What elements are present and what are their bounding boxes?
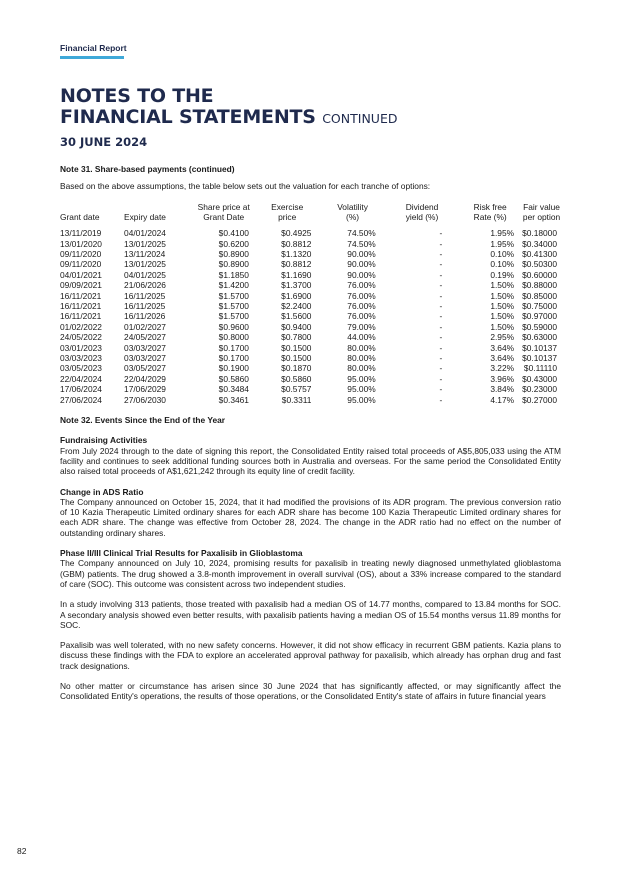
table-cell: - (439, 342, 443, 353)
table-cell: 16/11/2021 (60, 290, 102, 301)
subsequent-events-paragraph: No other matter or circumstance has arisen since 30 June 2024 that has significantly affected, or may significantly affect the Consolidated Entity's operations, the results of those operations, or the Consolidated Entity's state of affairs in future financial years (60, 681, 561, 702)
table-cell: 16/11/2025 (124, 290, 166, 301)
table-cell: $0.8812 (281, 238, 312, 249)
table-cell: 80.00% (347, 353, 376, 364)
table-cell: 0.10% (490, 259, 515, 270)
table-cell: $0.5757 (281, 384, 312, 395)
table-cell: $0.8900 (218, 249, 249, 259)
table-cell: 80.00% (347, 342, 376, 353)
table-cell: 22/04/2024 (60, 373, 102, 384)
table-cell: $0.1900 (218, 363, 249, 374)
table-cell: 16/11/2026 (124, 311, 166, 322)
table-cell: $1.1850 (218, 269, 249, 280)
table-cell: - (439, 238, 443, 249)
title-date: 30 JUNE 2024 (60, 135, 148, 149)
table-cell: 3.64% (490, 353, 515, 364)
table-cell: - (439, 311, 443, 322)
table-cell: $0.60000 (522, 269, 557, 280)
table-row (60, 301, 561, 311)
table-cell: 09/09/2021 (60, 280, 102, 291)
table-cell: - (439, 259, 443, 270)
table-cell: - (439, 332, 443, 343)
table-cell: - (439, 290, 443, 301)
table-cell: 80.00% (347, 363, 376, 374)
table-cell: 1.50% (490, 321, 515, 332)
table-cell: 16/11/2025 (124, 301, 166, 312)
col-header-top: Share price at (197, 201, 250, 212)
table-cell: 44.00% (347, 332, 376, 343)
table-cell: $0.6200 (218, 238, 249, 249)
table-cell: $0.1700 (218, 353, 249, 364)
page-title (60, 86, 397, 149)
table-cell: $0.1500 (281, 353, 312, 364)
table-cell: $0.8812 (281, 259, 312, 270)
table-cell: $0.3484 (218, 384, 249, 395)
table-cell: 74.50% (347, 228, 376, 239)
table-cell: $0.50300 (522, 259, 557, 270)
table-cell: $0.5860 (218, 373, 249, 384)
table-cell: 13/01/2020 (60, 238, 102, 249)
table-cell: 17/06/2029 (124, 384, 166, 395)
table-cell: 76.00% (347, 290, 376, 301)
clinical-trial-paragraph-3: Paxalisib was well tolerated, with no new safety concerns. However, it did not show efficacy in recurrent GBM patients. Kazia plans to discuss these findings with the FDA to explore an accelerated approval pathway for paxalisib, which already has orphan drug and fast track designations. (60, 640, 561, 671)
table-cell: 03/05/2027 (124, 363, 166, 374)
table-cell: $1.5700 (218, 301, 249, 312)
table-cell: $0.1870 (281, 363, 312, 374)
table-cell: 04/01/2025 (124, 269, 166, 280)
table-cell: 17/06/2024 (60, 384, 102, 395)
table-cell: 74.50% (347, 238, 376, 249)
table-cell: $0.9600 (218, 321, 249, 332)
table-cell: 13/11/2024 (124, 249, 166, 259)
table-row (60, 239, 561, 249)
table-cell: $0.97000 (522, 311, 557, 322)
table-row (60, 332, 561, 342)
table-cell: $1.6900 (281, 290, 312, 301)
table-cell: 90.00% (347, 249, 376, 259)
table-cell: 2.95% (490, 332, 515, 343)
table-row (60, 291, 561, 301)
table-cell: 1.95% (490, 228, 515, 239)
table-cell: $0.34000 (522, 238, 557, 249)
table-cell: $0.27000 (522, 394, 557, 405)
table-cell: $0.4925 (281, 228, 312, 239)
table-cell: 22/04/2029 (124, 373, 166, 384)
table-cell: $0.9400 (281, 321, 312, 332)
header-row-bottom (60, 212, 561, 222)
col-header-top: Fair value (523, 201, 560, 212)
table-cell: 01/02/2027 (124, 321, 166, 332)
table-cell: 76.00% (347, 280, 376, 291)
table-cell: $1.3700 (281, 280, 312, 291)
note-31-intro: Based on the above assumptions, the table below sets out the valuation for each tranche of options: (60, 181, 431, 192)
table-cell: $0.3461 (218, 394, 249, 405)
table-cell: - (439, 363, 443, 374)
table-cell: 0.19% (490, 269, 515, 280)
table-cell: 79.00% (347, 321, 376, 332)
table-row (60, 228, 561, 238)
table-cell: - (439, 280, 443, 291)
table-cell: 13/01/2025 (124, 259, 166, 270)
table-cell: $0.10137 (522, 353, 557, 364)
col-header-bottom: per option (522, 211, 561, 222)
header-accent-rule (60, 56, 124, 59)
table-cell: 90.00% (347, 269, 376, 280)
table-cell: 24/05/2022 (60, 332, 102, 343)
table-cell: 27/06/2024 (60, 394, 102, 405)
valuation-table-head (60, 202, 561, 229)
table-cell: $1.4200 (218, 280, 249, 291)
table-row (60, 343, 561, 353)
table-row (60, 270, 561, 280)
report-section-label: Financial Report (60, 43, 127, 53)
table-cell: 3.96% (490, 373, 515, 384)
table-cell: $0.8900 (218, 259, 249, 270)
table-row (60, 322, 561, 332)
table-cell: 16/11/2021 (60, 311, 102, 322)
table-cell: 04/01/2024 (124, 228, 166, 239)
col-header-top (60, 202, 124, 212)
table-cell: 03/03/2027 (124, 342, 166, 353)
table-cell: 13/11/2019 (60, 228, 102, 239)
ads-ratio-subhead: Change in ADS Ratio (60, 486, 144, 497)
table-cell: 76.00% (347, 301, 376, 312)
clinical-trial-paragraph-2: In a study involving 313 patients, those treated with paxalisib had a median OS of 14.77 months, compared to 13.84 months for SOC. A secondary analysis showed even better results, with paxalisib patients having a median OS of 15.54 months versus 11.89 months for SOC. (60, 599, 561, 630)
table-cell: 21/06/2026 (124, 280, 166, 291)
table-cell: 1.50% (490, 290, 515, 301)
clinical-trial-subhead: Phase II/III Clinical Trial Results for Paxalisib in Glioblastoma (60, 548, 303, 559)
table-cell: $0.5860 (281, 373, 312, 384)
table-cell: 1.50% (490, 311, 515, 322)
table-cell: 76.00% (347, 311, 376, 322)
col-header-top: Risk free (473, 201, 507, 212)
table-cell: 03/05/2023 (60, 363, 102, 374)
table-cell: - (439, 269, 443, 280)
table-cell: 95.00% (347, 373, 376, 384)
table-cell: 16/11/2021 (60, 301, 102, 312)
valuation-table (60, 202, 561, 406)
col-header-bottom: (%) (346, 211, 360, 222)
table-cell: $0.7800 (281, 332, 312, 343)
fundraising-subhead: Fundraising Activities (60, 435, 148, 446)
table-cell: $0.41300 (522, 249, 557, 259)
table-cell: $1.5700 (218, 311, 249, 322)
col-header-bottom: Grant date (60, 211, 100, 222)
table-cell: 09/11/2020 (60, 249, 102, 259)
table-cell: $0.8000 (218, 332, 249, 343)
table-cell: $0.18000 (522, 228, 557, 239)
title-line-2 (60, 107, 397, 129)
table-cell: 1.50% (490, 301, 515, 312)
table-cell: - (439, 394, 443, 405)
table-cell: - (439, 228, 443, 239)
col-header-top (124, 202, 192, 212)
table-row (60, 363, 561, 373)
table-cell: - (439, 353, 443, 364)
table-cell: $1.1690 (281, 269, 312, 280)
table-cell: 1.50% (490, 280, 515, 291)
table-cell: $0.3311 (281, 394, 312, 405)
table-cell: 0.10% (490, 249, 515, 259)
table-cell: $0.10137 (522, 342, 557, 353)
col-header-bottom: Rate (%) (473, 211, 507, 222)
table-row (60, 249, 561, 259)
title-continued: CONTINUED (322, 111, 398, 126)
valuation-table-body (60, 228, 561, 405)
col-header-top: Dividend (405, 201, 439, 212)
page-number: 82 (17, 846, 27, 856)
table-cell: 95.00% (347, 384, 376, 395)
note-32-heading: Note 32. Events Since the End of the Year (60, 415, 226, 426)
table-cell: 4.17% (490, 394, 515, 405)
table-cell: 03/03/2023 (60, 353, 102, 364)
table-cell: - (439, 249, 443, 259)
table-cell: 09/11/2020 (60, 259, 102, 270)
table-cell: $0.1500 (281, 342, 312, 353)
table-cell: $0.75000 (522, 301, 557, 312)
col-header-bottom: yield (%) (405, 211, 439, 222)
table-row (60, 353, 561, 363)
table-cell: 01/02/2022 (60, 321, 102, 332)
table-row (60, 374, 561, 384)
ads-ratio-paragraph: The Company announced on October 15, 2024, that it had modified the provisions of its ADR program. The previous conversion ratio of 10 Kazia Therapeutic Limited ordinary shares for each ADR share has become 100 Kazia Therapeutic Limited ordinary shares for each ADR share. The change was effective from October 28, 2024. The change in the ADR ratio had no effect on the number of outstanding ordinary shares. (60, 496, 561, 538)
table-cell: $0.23000 (522, 384, 557, 395)
table-cell: $0.88000 (522, 280, 557, 291)
table-cell: 95.00% (347, 394, 376, 405)
table-cell: $0.59000 (522, 321, 557, 332)
table-cell: - (439, 301, 443, 312)
col-header-bottom: price (278, 211, 297, 222)
table-cell: 27/06/2030 (124, 394, 166, 405)
table-row (60, 384, 561, 394)
clinical-trial-paragraph-1: The Company announced on July 10, 2024, promising results for paxalisib in treating newly diagnosed unmethylated glioblastoma (GBM) patients. The drug showed a 3.8-month improvement in overall survival (OS), about a 33% increase compared to the standard of care (SOC). This outcome was consistent across two independent studies. (60, 558, 561, 589)
col-header-bottom: Expiry date (124, 211, 166, 222)
page-content (60, 164, 561, 712)
table-cell: $0.4100 (218, 228, 249, 239)
title-line-1: NOTES TO THE (60, 85, 214, 107)
table-row (60, 280, 561, 290)
table-cell: $1.5600 (281, 311, 312, 322)
table-cell: - (439, 373, 443, 384)
table-cell: 90.00% (347, 259, 376, 270)
table-cell: $2.2400 (281, 301, 312, 312)
table-cell: 1.95% (490, 238, 515, 249)
table-cell: $0.11110 (523, 363, 557, 374)
table-cell: $0.43000 (522, 373, 557, 384)
table-cell: 03/01/2023 (60, 342, 102, 353)
table-cell: $1.1320 (281, 249, 312, 259)
header-row-top (60, 202, 561, 212)
table-cell: - (439, 384, 443, 395)
table-cell: 13/01/2025 (124, 238, 166, 249)
table-cell: $0.85000 (522, 290, 557, 301)
col-header-bottom: Grant Date (203, 211, 245, 222)
note-31-heading: Note 31. Share-based payments (continued) (60, 164, 235, 174)
table-cell: 3.64% (490, 342, 515, 353)
table-cell: - (439, 321, 443, 332)
title-main: FINANCIAL STATEMENTS (60, 106, 316, 128)
table-cell: 3.22% (490, 363, 515, 374)
table-row (60, 311, 561, 321)
table-cell: 3.84% (490, 384, 515, 395)
table-cell: 04/01/2021 (60, 269, 102, 280)
table-cell: 03/03/2027 (124, 353, 166, 364)
fundraising-paragraph: From July 2024 through to the date of signing this report, the Consolidated Entity raised total proceeds of A$5,805,033 using the ATM facility and continues to seek additional funding sources both in Australia and overseas. For the same period the Consolidated Entity also raised total proceeds of A$1,621,242 through its equity line of credit facility. (60, 445, 561, 477)
table-row (60, 259, 561, 269)
table-row (60, 395, 561, 405)
table-cell: $0.63000 (522, 332, 557, 343)
table-cell: $0.1700 (218, 342, 249, 353)
table-cell: $1.5700 (218, 290, 249, 301)
table-cell: 24/05/2027 (124, 332, 166, 343)
col-header-top: Exercise (271, 201, 304, 212)
col-header-top: Volatility (337, 201, 368, 212)
